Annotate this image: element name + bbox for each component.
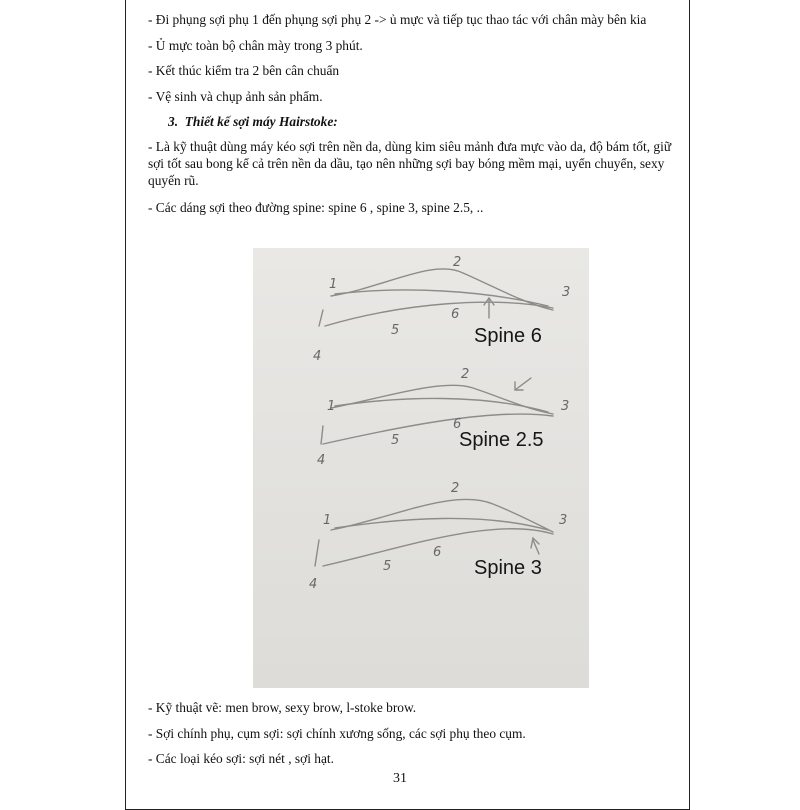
spine25-num1: 1: [327, 399, 336, 414]
paragraph-cac-loai-keo-soi: - Các loại kéo sợi: sợi nét , sợi hạt.: [148, 751, 334, 766]
spine25-arrow: [515, 378, 531, 390]
spine3-num4: 4: [309, 577, 318, 592]
spine3-num5: 5: [383, 559, 392, 574]
paragraph-soi-chinh-phu: - Sợi chính phụ, cụm sợi: sợi chính xương sống, các sợi phụ theo cụm.: [148, 726, 526, 741]
spine6-num1: 1: [329, 277, 338, 292]
spine3-base-tick: [315, 540, 319, 566]
spine6-num6: 6: [451, 307, 460, 322]
spine3-num6: 6: [433, 545, 442, 560]
spine25-base-tick: [321, 426, 323, 444]
paragraph-ve-sinh: - Vệ sinh và chụp ảnh sản phẩm.: [148, 89, 323, 104]
spine3-num1: 1: [323, 513, 332, 528]
paragraph-u-muc: - Ủ mực toàn bộ chân mày trong 3 phút.: [148, 38, 363, 53]
spine6-base-tick: [319, 310, 323, 326]
spine25-label: Spine 2.5: [459, 429, 544, 451]
paragraph-dang-soi: - Các dáng sợi theo đường spine: spine 6 , spine 3, spine 2.5, ..: [148, 200, 484, 215]
paragraph-ky-thuat-ve: - Kỹ thuật vẽ: men brow, sexy brow, l-stoke brow.: [148, 700, 417, 715]
spine6-num2: 2: [453, 255, 462, 270]
spine-diagram-photo: [253, 248, 589, 688]
spine25-num2: 2: [461, 367, 470, 382]
spine6-num3: 3: [562, 285, 571, 300]
spine3-num3: 3: [559, 513, 568, 528]
paragraph-di-phung: - Đi phụng sợi phụ 1 đến phụng sợi phụ 2 -> ủ mực và tiếp tục thao tác với chân mày bên kia: [148, 12, 647, 27]
spine-diagram-svg: [253, 248, 589, 688]
spine3-label: Spine 3: [474, 557, 542, 579]
spine6-num5: 5: [391, 323, 400, 338]
spine3-upper-curve: [331, 499, 553, 532]
spine25-num5: 5: [391, 433, 400, 448]
section-number: 3.: [168, 114, 179, 129]
spine3-arrow: [531, 538, 539, 554]
spine6-label: Spine 6: [474, 325, 542, 347]
spine3-num2: 2: [451, 481, 460, 496]
spine6-lower-curve: [325, 302, 553, 326]
page-number: 31: [393, 771, 407, 786]
spine25-num6: 6: [453, 417, 462, 432]
spine6-num4: 4: [313, 349, 322, 364]
spine25-num4: 4: [317, 453, 326, 468]
paragraph-ky-thuat: - Là kỹ thuật dùng máy kéo sợi trên nền da, dùng kim siêu mảnh đưa mực vào da, độ bám tốt, giữ sợi tốt sau bong kể cả trên nền da dầu, tạo nên những sợi bay bóng mềm mại, uyển chuyển, sexy quyến rũ.: [148, 139, 672, 188]
section-heading: [168, 113, 698, 130]
spine25-num3: 3: [561, 399, 570, 414]
spine6-arrow: [484, 298, 494, 318]
paragraph-ket-thuc: - Kết thúc kiểm tra 2 bên cân chuẩn: [148, 63, 340, 78]
section-title: Thiết kế sợi máy Hairstoke:: [184, 114, 338, 129]
